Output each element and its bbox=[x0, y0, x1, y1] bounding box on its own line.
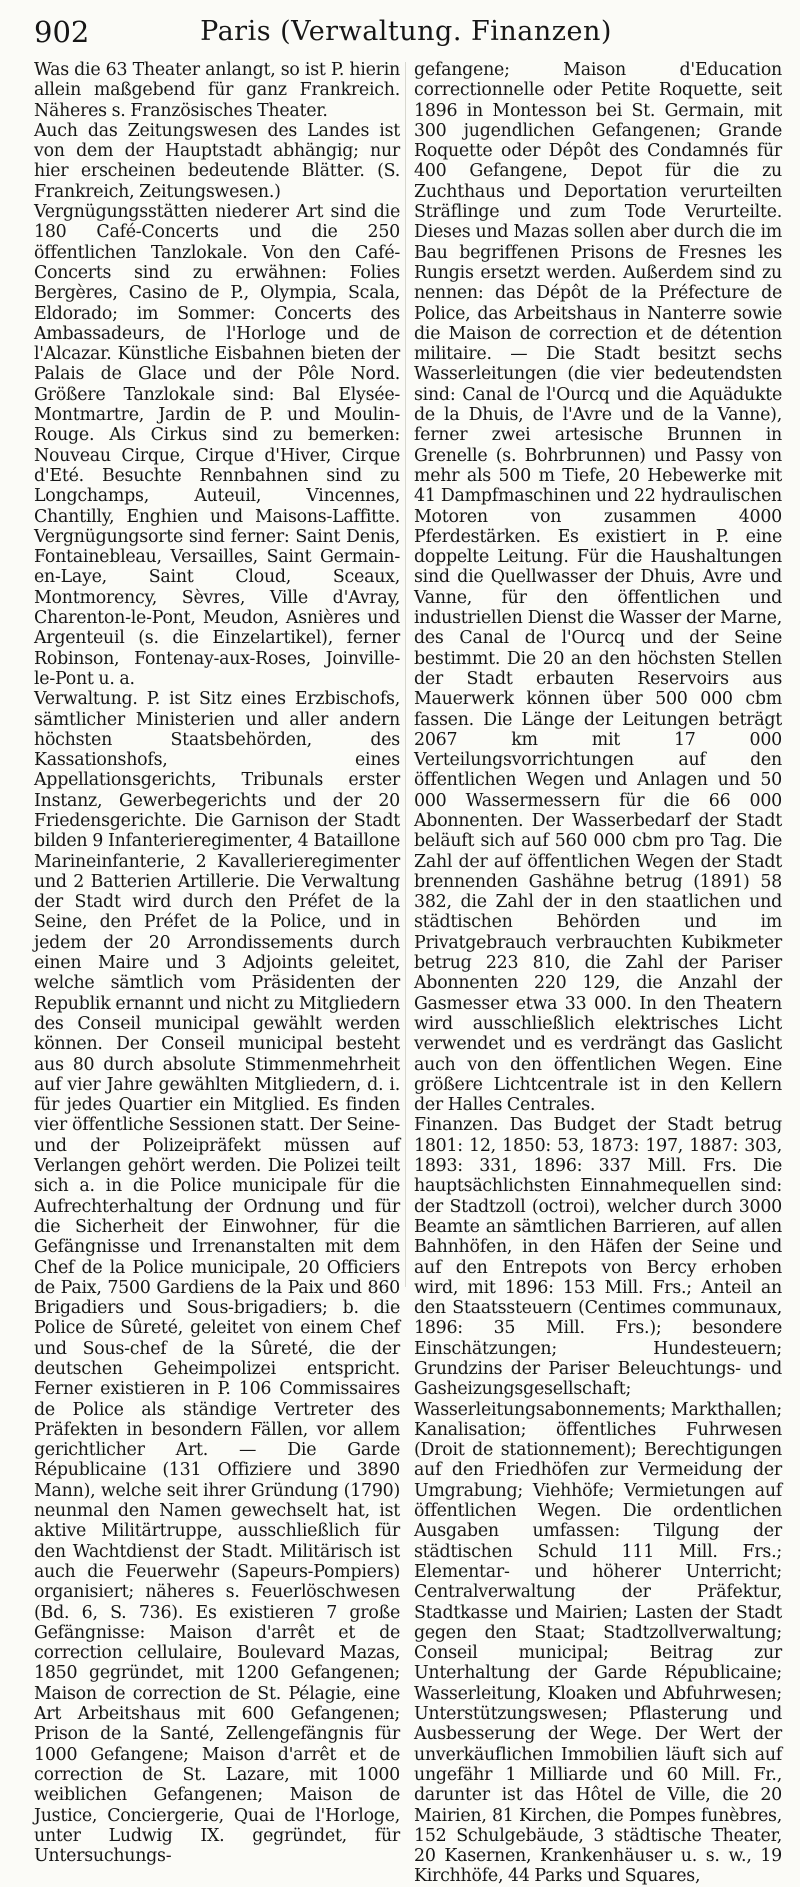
paragraph-vergnuegungsstaetten: Vergnügungsstätten niederer Art sind die 180 Café-Concerts und die 250 öffentlichen Tanzlokale. Von den Café-Concerts sind zu erwähnen: Folies Bergères, Casino de P., Olympia, Scala, Eldorado; im Sommer: Concerts des Ambassadeurs, de l'Horloge und de l'Alcazar. Künstliche Eisbahnen bieten der Palais de Glace und der Pôle Nord. Größere Tanzlokale sind: Bal Elysée-Montmartre, Jardin de P. und Moulin-Rouge. Als Cirkus sind zu bemerken: Nouveau Cirque, Cirque d'Hiver, Cirque d'Eté. Besuchte Rennbahnen sind zu Longchamps, Auteuil, Vincennes, Chantilly, Enghien und Maisons-Laffitte. Vergnügungsorte sind ferner: Saint Denis, Fontainebleau, Versailles, Saint Germain-en-Laye, Saint Cloud, Sceaux, Montmorency, Sèvres, Ville d'Avray, Charenton-le-Pont, Meudon, Asnières und Argenteuil (s. die Einzelartikel), ferner Robinson, Fontenay-aux-Roses, Joinville-le-Pont u. a. bbox=[34, 202, 400, 689]
page-header bbox=[34, 14, 778, 54]
left-column bbox=[34, 60, 400, 1866]
running-title: Paris (Verwaltung. Finanzen) bbox=[200, 16, 612, 47]
right-column bbox=[414, 60, 782, 1887]
page-number: 902 bbox=[34, 15, 90, 49]
paragraph-verwaltung: Verwaltung. P. ist Sitz eines Erzbischofs, sämtlicher Ministerien und aller andern höchsten Staatsbehörden, des Kassationshofs, eines Appellationsgerichts, Tribunals erster Instanz, Gewerbegerichts und der 20 Friedensgerichte. Die Garnison der Stadt bilden 9 Infanterieregimenter, 4 Bataillone Marineinfanterie, 2 Kavallerieregimenter und 2 Batterien Artillerie. Die Verwaltung der Stadt wird durch den Préfet de la Seine, den Préfet de la Police, und in jedem der 20 Arrondissements durch einen Maire und 3 Adjoints geleitet, welche sämtlich vom Präsidenten der Republik ernannt und nicht zu Mitgliedern des Conseil municipal gewählt werden können. Der Conseil municipal besteht aus 80 durch absolute Stimmenmehrheit auf vier Jahre gewählten Mitgliedern, d. i. für jedes Quartier ein Mitglied. Es finden vier öffentliche Sessionen statt. Der Seine- und der Polizeipräfekt müssen auf Verlangen gehört werden. Die Polizei teilt sich a. in die Police municipale für die Aufrechterhaltung der Ordnung und für die Sicherheit der Einwohner, für die Gefängnisse und Irrenanstalten mit dem Chef de la Police municipale, 20 Officiers de Paix, 7500 Gardiens de la Paix und 860 Brigadiers und Sous-brigadiers; b. die Police de Sûreté, geleitet von einem Chef und Sous-chef de la Sûreté, die der deutschen Geheimpolizei entspricht. Ferner existieren in P. 106 Commissaires de Police als ständige Vertreter des Präfekten in besondern Fällen, vor allem gerichtlicher Art. — Die Garde Républicaine (131 Offiziere und 3890 Mann), welche seit ihrer Gründung (1790) neunmal den Namen gewechselt hat, ist aktive Militärtruppe, ausschließlich für den Wachtdienst der Stadt. Militärisch ist auch die Feuerwehr (Sapeurs-Pompiers) organisiert; näheres s. Feuerlöschwesen (Bd. 6, S. 736). Es existieren 7 große Gefängnisse: Maison d'arrêt et de correction cellulaire, Boulevard Mazas, 1850 gegründet, mit 1200 Gefangenen; Maison de correction de St. Pélagie, eine Art Arbeitshaus mit 600 Gefangenen; Prison de la Santé, Zellengefängnis für 1000 Gefangene; Maison d'arrêt et de correction de St. Lazare, mit 1000 weiblichen Gefangenen; Maison de Justice, Conciergerie, Quai de l'Horloge, unter Ludwig IX. gegründet, für Untersuchungs- bbox=[34, 689, 400, 1867]
paragraph-zeitungswesen: Auch das Zeitungswesen des Landes ist von dem der Hauptstadt abhängig; nur hier erscheinen bedeutende Blätter. (S. Frankreich, Zeitungswesen.) bbox=[34, 120, 400, 202]
paragraph-finanzen: Finanzen. Das Budget der Stadt betrug 1801: 12, 1850: 53, 1873: 197, 1887: 303, 1893: 331, 1896: 337 Mill. Frs. Die hauptsächlichsten Einnahmequellen sind: der Stadtzoll (octroi), welcher durch 3000 Beamte an sämtlichen Barrieren, auf allen Bahnhöfen, in den Häfen der Seine und auf den Entrepots von Bercy erhoben wird, mit 1896: 153 Mill. Frs.; Anteil an den Staatssteuern (Centimes communaux, 1896: 35 Mill. Frs.); besondere Einschätzungen; Hundesteuern; Grundzins der Pariser Beleuchtungs- und Gasheizungsgesellschaft; Wasserleitungsabonnements; Markthallen; Kanalisation; öffentliches Fuhrwesen (Droit de stationnement); Berechtigungen auf den Friedhöfen zur Vermeidung der Umgrabung; Viehhöfe; Vermietungen auf öffentlichen Wegen. Die ordentlichen Ausgaben umfassen: Tilgung der städtischen Schuld 111 Mill. Frs.; Elementar- und höherer Unterricht; Centralverwaltung der Präfektur, Stadtkasse und Mairien; Lasten der Stadt gegen den Staat; Stadtzollverwaltung; Conseil municipal; Beitrag zur Unterhaltung der Garde Républicaine; Wasserleitung, Kloaken und Abfuhrwesen; Unterstützungswesen; Pflasterung und Ausbesserung der Wege. Der Wert der unverkäuflichen Immobilien läuft sich auf ungefähr 1 Milliarde und 60 Mill. Fr., darunter ist das Hôtel de Ville, die 20 Mairien, 81 Kirchen, die Pompes funèbres, 152 Schulgebäude, 3 städtische Theater, 20 Kasernen, Krankenhäuser u. s. w., 19 Kirchhöfe, 44 Parks und Squares, bbox=[414, 1115, 782, 1887]
paragraph-theater: Was die 63 Theater anlangt, so ist P. hierin allein maßgebend für ganz Frankreich. Näheres s. Französisches Theater. bbox=[34, 60, 400, 121]
paragraph-gefaengnisse-wasser: gefangene; Maison d'Education correctionnelle oder Petite Roquette, seit 1896 in Montesson bei St. Germain, mit 300 jugendlichen Gefangenen; Grande Roquette oder Dépôt des Condamnés für 400 Gefangene, Depot für die zu Zuchthaus und Deportation verurteilten Sträflinge und zum Tode Verurteilte. Dieses und Mazas sollen aber durch die im Bau begriffenen Prisons de Fresnes les Rungis ersetzt werden. Außerdem sind zu nennen: das Dépôt de la Préfecture de Police, das Arbeitshaus in Nanterre sowie die Maison de correction et de détention militaire. — Die Stadt besitzt sechs Wasserleitungen (die vier bedeutendsten sind: Canal de l'Ourcq und die Aquädukte de la Dhuis, de l'Avre und de la Vanne), ferner zwei artesische Brunnen in Grenelle (s. Bohrbrunnen) und Passy von mehr als 500 m Tiefe, 20 Hebewerke mit 41 Dampfmaschinen und 22 hydraulischen Motoren von zusammen 4000 Pferdestärken. Es existiert in P. eine doppelte Leitung. Für die Haushaltungen sind die Quellwasser der Dhuis, Avre und Vanne, für den öffentlichen und industriellen Dienst die Wasser der Marne, des Canal de l'Ourcq und der Seine bestimmt. Die 20 an den höchsten Stellen der Stadt erbauten Reservoirs aus Mauerwerk können über 500 000 cbm fassen. Die Länge der Leitungen beträgt 2067 km mit 17 000 Verteilungsvorrichtungen auf den öffentlichen Wegen und Anlagen und 50 000 Wassermessern für die 66 000 Abonnenten. Der Wasserbedarf der Stadt beläuft sich auf 560 000 cbm pro Tag. Die Zahl der auf öffentlichen Wegen der Stadt brennenden Gashähne betrug (1891) 58 382, die Zahl der in den staatlichen und städtischen Behörden und im Privatgebrauch verbrauchten Kubikmeter betrug 223 810, die Zahl der Pariser Abonnenten 220 129, die Anzahl der Gasmesser etwa 33 000. In den Theatern wird ausschließlich elektrisches Licht verwendet und es verdrängt das Gaslicht auch von den öffentlichen Wegen. Eine größere Lichtcentrale ist in den Kellern der Halles Centrales. bbox=[414, 60, 782, 1116]
column-divider bbox=[405, 62, 406, 1287]
